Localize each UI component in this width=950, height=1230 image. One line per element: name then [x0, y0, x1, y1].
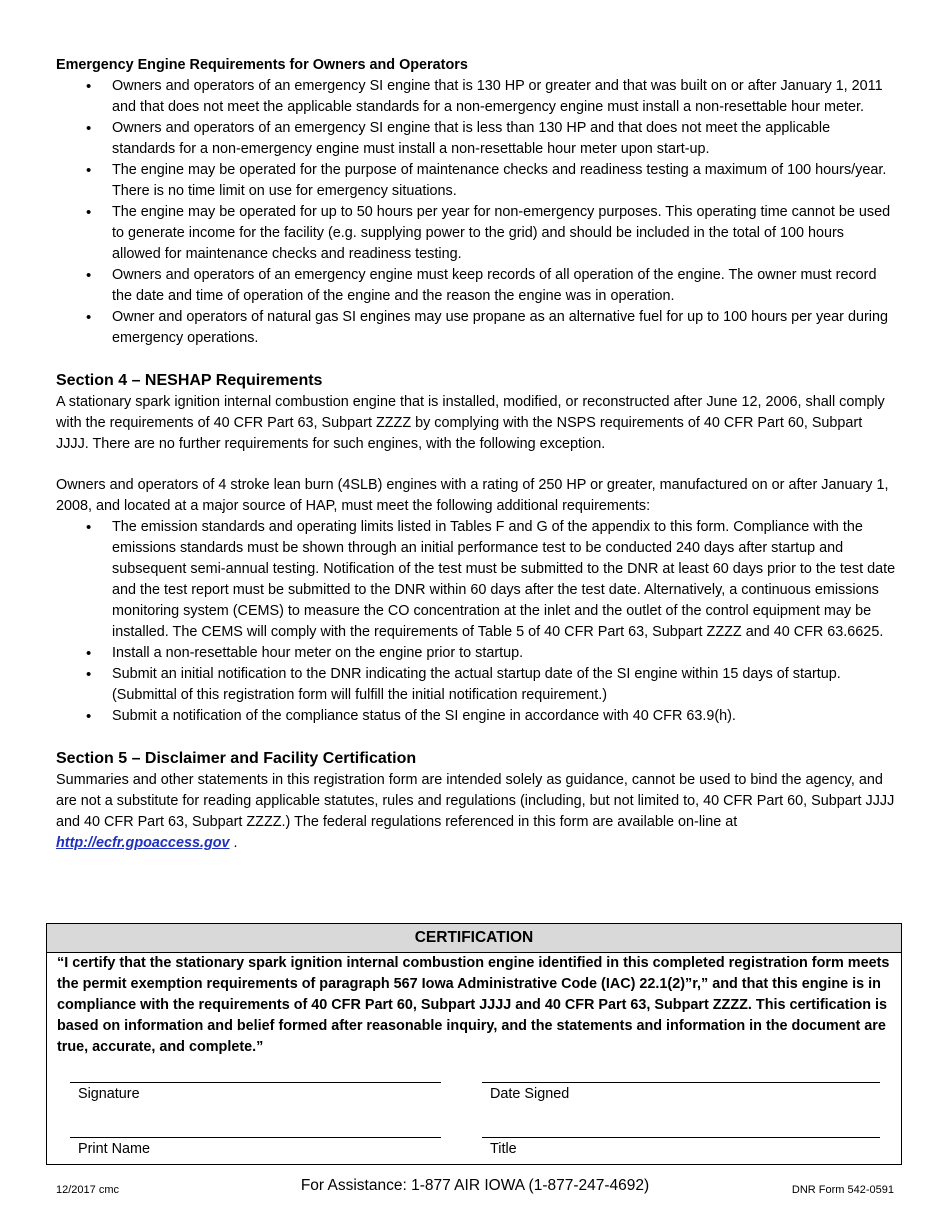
section4-paragraph-1: A stationary spark ignition internal combustion engine that is installed, modified, or reconstructed after June 12, 2006, shall comply with the requirements of 40 CFR Part 63, Subpart ZZZZ by complying with the NSPS requirements of 40 CFR Part 60, Subpart JJJJ. There are no further requirements for such engines, with the following exception. — [56, 394, 885, 452]
print-name-label: Print Name — [78, 1141, 150, 1157]
list-item: • Owner and operators of natural gas SI engines may use propane as an alternative fuel for up to 100 hours per year during emergency operations. — [112, 307, 896, 349]
certification-statement: “I certify that the stationary spark ignition internal combustion engine identified in this completed registration form meets the permit exemption requirements of paragraph 567 Iowa Administrative Code (IAC) 22.1(2)”r,” and that this engine is in compliance with the requirements of 40 CFR Part 60, Subpart JJJJ and 40 CFR Part 63, Subpart ZZZZ. This certification is based on information and belief formed after reasonable inquiry, and the statements and information in the document are true, accurate, and complete.” — [57, 955, 890, 1055]
footer-form-number: DNR Form 542-0591 — [791, 1184, 894, 1196]
disclaimer-text: Summaries and other statements in this registration form are intended solely as guidance, cannot be used to bind the agency, and are not a substitute for reading applicable statutes, rules and regulations (including, but not limited to, 40 CFR Part 60, Subpart JJJJ and 40 CFR Part 63, Subpart ZZZZ.) The federal regulations referenced in this form are available on-line at — [56, 772, 895, 830]
section4-heading: Section 4 – NESHAP Requirements — [56, 372, 323, 389]
signature-label: Signature — [78, 1086, 140, 1102]
document-body — [56, 55, 896, 854]
section5-paragraph — [56, 770, 896, 854]
ecfr-link[interactable]: http://ecfr.gpoaccess.gov — [56, 835, 230, 851]
disclaimer-end: . — [229, 835, 238, 851]
list-item: • Install a non-resettable hour meter on the engine prior to startup. — [112, 643, 896, 664]
print-name-line[interactable] — [70, 1137, 441, 1138]
section4-paragraph-2: Owners and operators of 4 stroke lean burn (4SLB) engines with a rating of 250 HP or greater, manufactured on or after January 1, 2008, and located at a major source of HAP, must meet the following additional requirements: — [56, 477, 889, 514]
footer-assistance: For Assistance: 1-877 AIR IOWA (1-877-247-4692) — [300, 1177, 650, 1194]
list-item: • Submit an initial notification to the DNR indicating the actual startup date of the SI engine within 15 days of startup. (Submittal of this registration form will fulfill the initial notification requirement.) — [112, 664, 896, 706]
list-item: • The emission standards and operating limits listed in Tables F and G of the appendix to this form. Compliance with the emissions standards must be shown through an initial performance test to be conducted 240 days after startup and subsequent semi-annual testing. Notification of the test must be submitted to the DNR at least 60 days prior to the test date and the test report must be submitted to the DNR within 60 days after the test date. Alternatively, a continuous emissions monitoring system (CEMS) to measure the CO concentration at the inlet and the outlet of the control equipment may be installed. The CEMS will comply with the requirements of Table 5 of 40 CFR Part 63, Subpart ZZZZ and 40 CFR 63.6625. — [112, 517, 896, 643]
page-footer — [0, 1175, 950, 1197]
list-item: • The engine may be operated for the purpose of maintenance checks and readiness testing a maximum of 100 hours/year. There is no time limit on use for emergency situations. — [112, 160, 896, 202]
signature-line[interactable] — [70, 1082, 441, 1083]
title-line[interactable] — [482, 1137, 880, 1138]
emergency-list — [56, 76, 896, 349]
section5-heading: Section 5 – Disclaimer and Facility Certification — [56, 750, 417, 767]
list-item: • Owners and operators of an emergency SI engine that is 130 HP or greater and that was built on or after January 1, 2011 and that does not meet the applicable standards for a non-emergency engine must install a non-resettable hour meter. — [112, 76, 896, 118]
emergency-heading: Emergency Engine Requirements for Owners and Operators — [56, 57, 468, 73]
list-item: • Owners and operators of an emergency engine must keep records of all operation of the engine. The owner must record the date and time of operation of the engine and the reason the engine was in operation. — [112, 265, 896, 307]
section4-list — [56, 517, 896, 727]
footer-date: 12/2017 cmc — [56, 1184, 119, 1196]
date-signed-line[interactable] — [482, 1082, 880, 1083]
list-item: • The engine may be operated for up to 50 hours per year for non-emergency purposes. This operating time cannot be used to generate income for the facility (e.g. supplying power to the grid) and should be included in the total of 100 hours allowed for maintenance checks and readiness testing. — [112, 202, 896, 265]
title-label: Title — [490, 1141, 517, 1157]
list-item: • Submit a notification of the compliance status of the SI engine in accordance with 40 CFR 63.9(h). — [112, 706, 896, 727]
certification-box — [46, 923, 902, 1165]
certification-title: CERTIFICATION — [47, 924, 901, 953]
list-item: • Owners and operators of an emergency SI engine that is less than 130 HP and that does not meet the applicable standards for a non-emergency engine must install a non-resettable hour meter upon start-up. — [112, 118, 896, 160]
date-signed-label: Date Signed — [490, 1086, 570, 1102]
